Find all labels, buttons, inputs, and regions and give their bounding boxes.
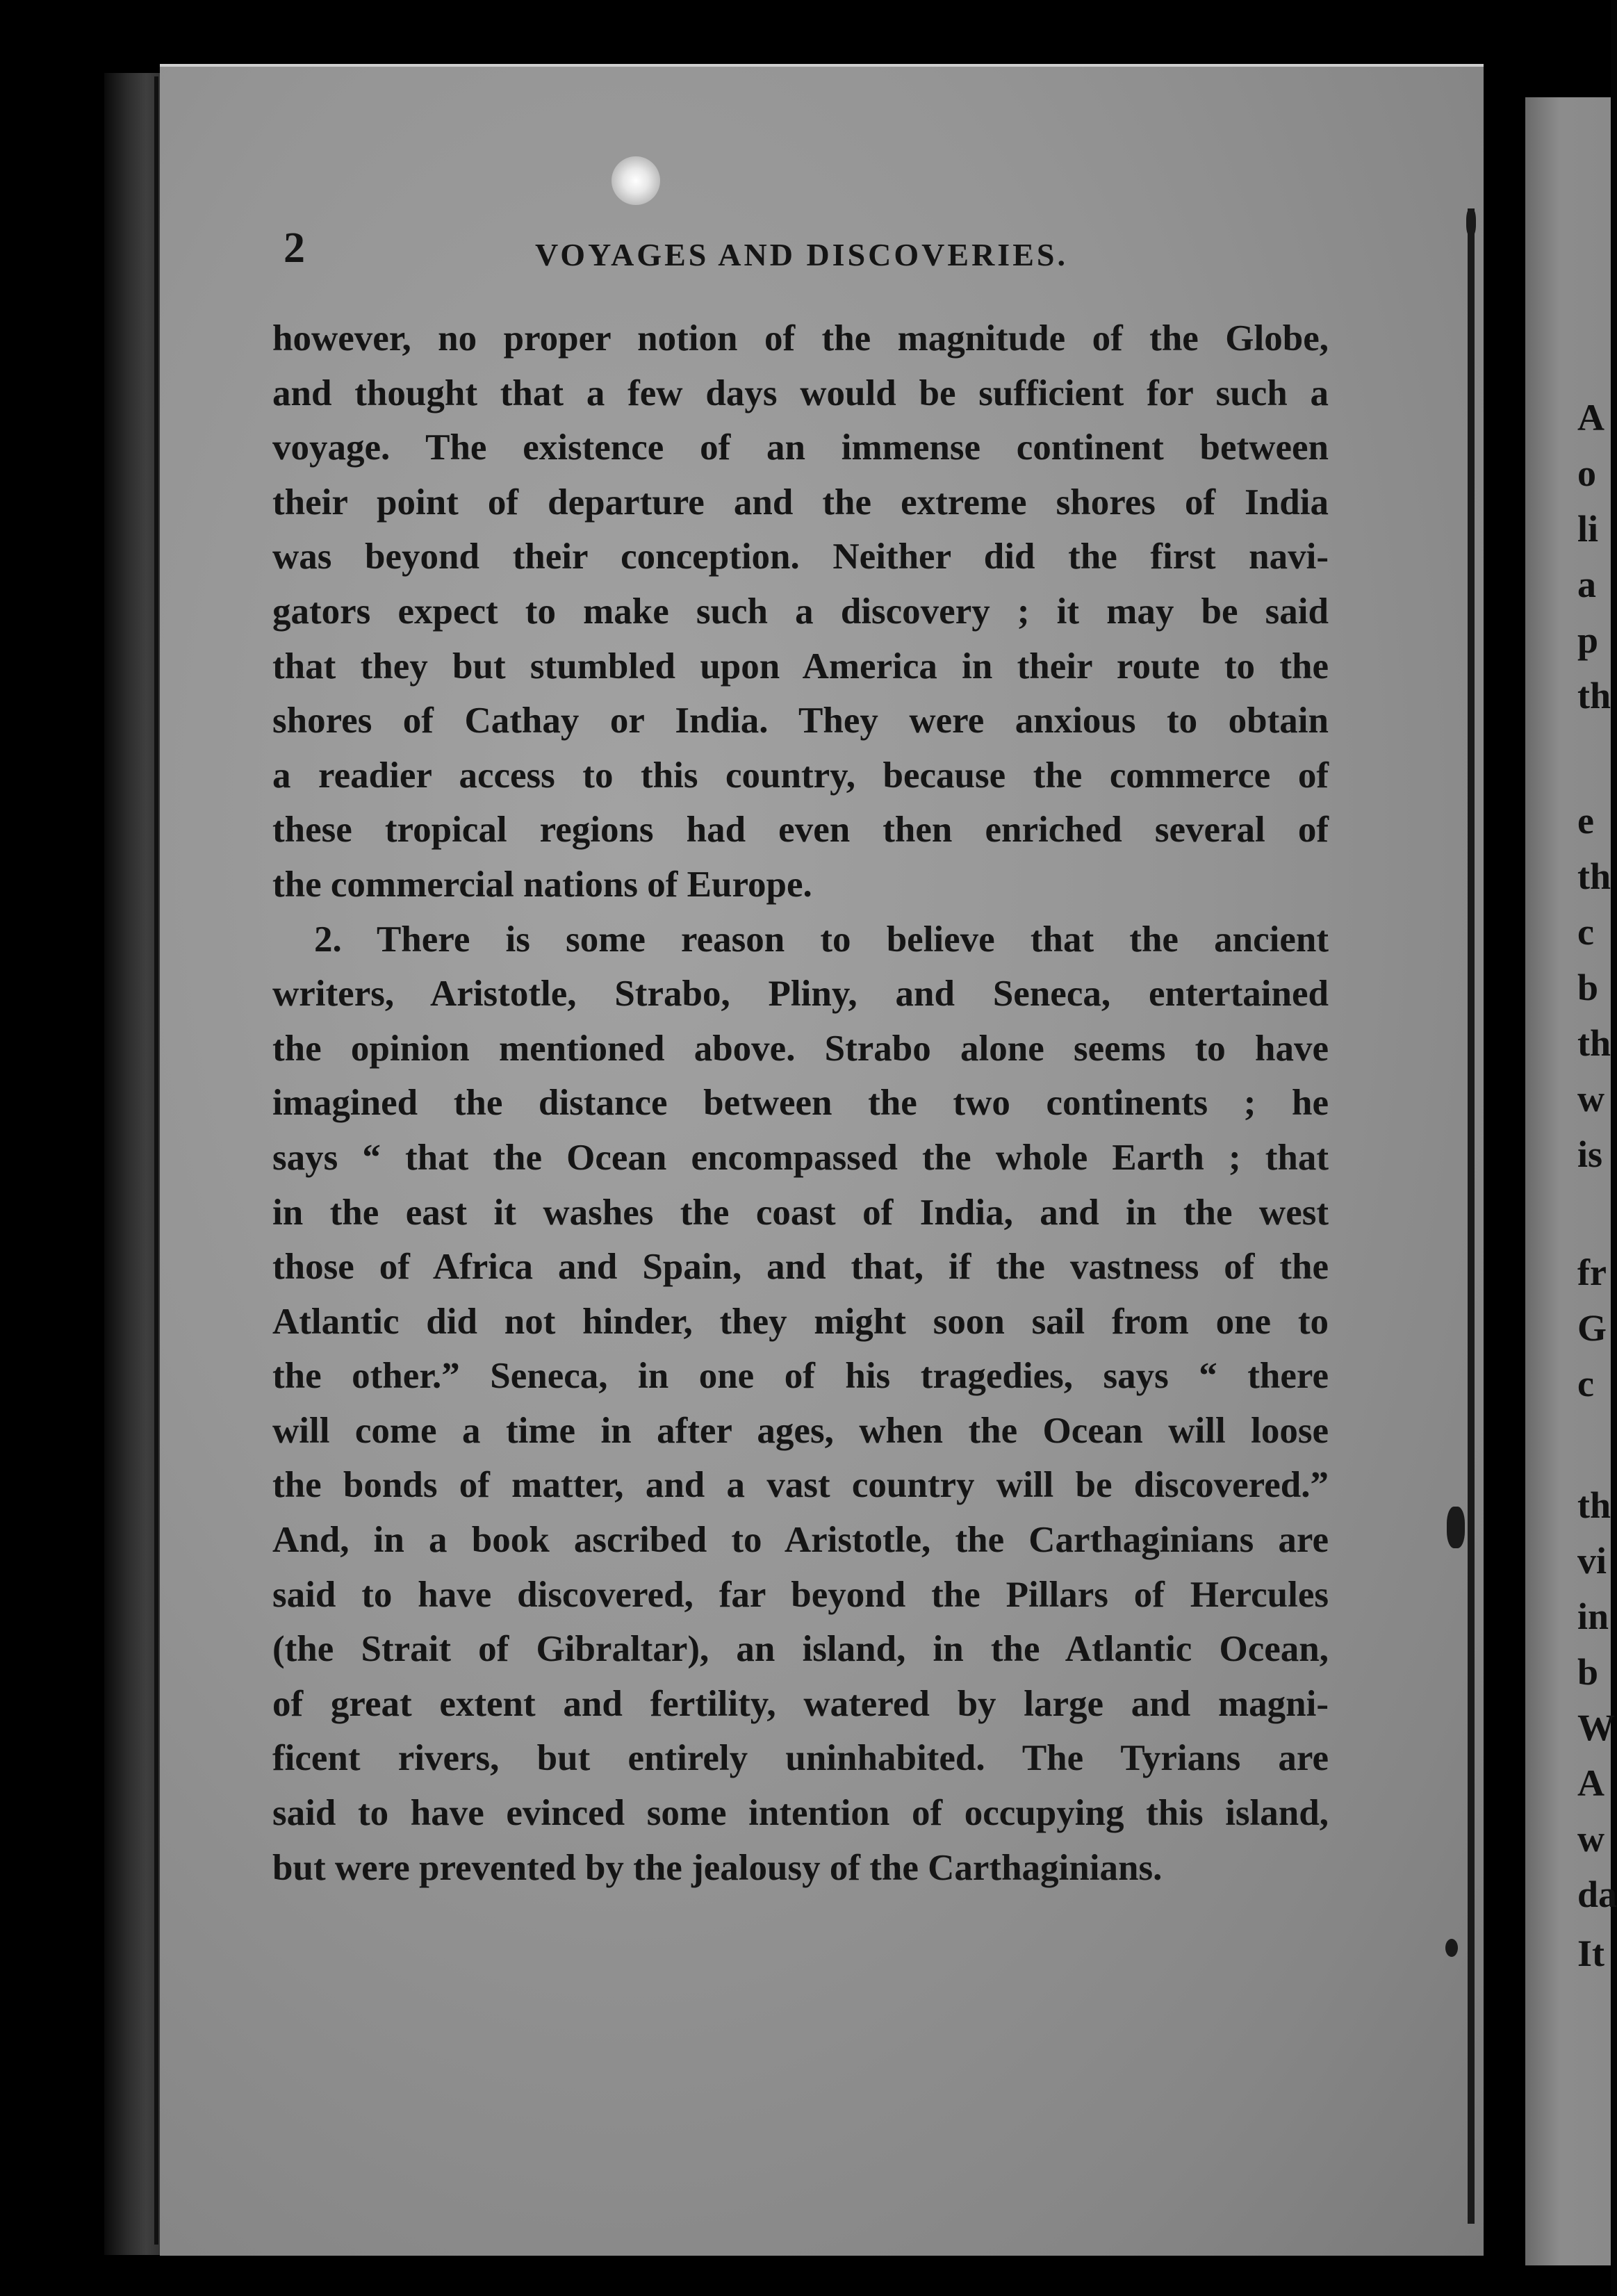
text-line: the other.” Seneca, in one of his tragedies, says “ there — [272, 1356, 1329, 1397]
text-line: (the Strait of Gibraltar), an island, in the Atlantic Ocean, — [272, 1629, 1329, 1670]
next-page-fragment: th — [1577, 855, 1611, 897]
next-page-fragment: W — [1577, 1707, 1615, 1748]
next-page-fragment: th — [1577, 675, 1611, 716]
ink-blemish — [1466, 208, 1476, 236]
next-page-fragment: vi — [1577, 1540, 1607, 1582]
ink-blemish — [1447, 1507, 1465, 1548]
text-line: the commercial nations of Europe. — [272, 864, 812, 905]
next-page-fragment: G — [1577, 1307, 1607, 1349]
text-line: said to have discovered, far beyond the Pillars of Hercules — [272, 1574, 1329, 1615]
next-page-fragment: w — [1577, 1078, 1604, 1120]
text-line: gators expect to make such a discovery ; it may be said — [272, 591, 1329, 632]
body-text — [272, 311, 1329, 1895]
text-line: said to have evinced some intention of occupying this island, — [272, 1793, 1329, 1834]
text-line: a readier access to this country, because the commerce of — [272, 755, 1329, 796]
text-line: says “ that the Ocean encompassed the whole Earth ; that — [272, 1137, 1329, 1178]
text-line: And, in a book ascribed to Aristotle, the Carthaginians are — [272, 1520, 1329, 1561]
text-line: but were prevented by the jealousy of the Carthaginians. — [272, 1847, 1163, 1888]
next-page-fragment: is — [1577, 1133, 1603, 1175]
next-page-fragment: A — [1577, 397, 1604, 438]
light-glare — [611, 156, 660, 205]
text-line: will come a time in after ages, when the Ocean will loose — [272, 1410, 1329, 1451]
text-line: those of Africa and Spain, and that, if the vastness of the — [272, 1247, 1329, 1288]
next-page-fragment: th — [1577, 1484, 1611, 1526]
text-line: however, no proper notion of the magnitude of the Globe, — [272, 318, 1329, 359]
text-line: in the east it washes the coast of India, and in the west — [272, 1192, 1329, 1233]
next-page-fragment: p — [1577, 619, 1599, 661]
next-page-fragment: e — [1577, 800, 1594, 842]
text-line: and thought that a few days would be sufficient for such a — [272, 372, 1329, 413]
next-page-fragment: a — [1577, 564, 1596, 605]
text-line: the opinion mentioned above. Strabo alone seems to have — [272, 1028, 1329, 1069]
page-gutter — [1484, 0, 1525, 2296]
text-line: these tropical regions had even then enriched several of — [272, 810, 1329, 851]
next-page-fragment: b — [1577, 1651, 1599, 1693]
next-page-fragment: o — [1577, 452, 1596, 494]
binding-shadow — [154, 76, 158, 2245]
next-page-fragment: in — [1577, 1596, 1609, 1637]
next-page-fragment: It — [1577, 1933, 1604, 1974]
page-number: 2 — [284, 224, 305, 272]
text-line: was beyond their conception. Neither did the first navi- — [272, 536, 1329, 577]
text-line: the bonds of matter, and a vast country will be discovered.” — [272, 1465, 1329, 1506]
next-page-fragment: fr — [1577, 1252, 1607, 1293]
text-line: voyage. The existence of an immense continent between — [272, 427, 1329, 468]
next-page-fragment: da — [1577, 1873, 1617, 1915]
running-head: VOYAGES AND DISCOVERIES. — [535, 237, 1068, 272]
text-line: 2. There is some reason to believe that the ancient — [314, 919, 1329, 960]
next-page-fragment: b — [1577, 967, 1599, 1008]
text-line: writers, Aristotle, Strabo, Pliny, and Seneca, entertained — [272, 974, 1329, 1015]
text-line: shores of Cathay or India. They were anxious to obtain — [272, 700, 1329, 741]
next-page-fragment: w — [1577, 1818, 1604, 1860]
text-line: imagined the distance between the two continents ; he — [272, 1083, 1329, 1124]
next-page-fragment: c — [1577, 1363, 1594, 1404]
text-line: of great extent and fertility, watered by large and magni- — [272, 1683, 1329, 1724]
ink-blemish — [1445, 1939, 1458, 1957]
text-line: that they but stumbled upon America in their route to the — [272, 646, 1329, 687]
next-page-fragment: li — [1577, 508, 1599, 550]
text-line: their point of departure and the extreme shores of India — [272, 482, 1329, 523]
next-page-fragment: th — [1577, 1022, 1611, 1064]
text-line: Atlantic did not hinder, they might soon sail from one to — [272, 1301, 1329, 1342]
page-edge-shadow — [1468, 208, 1475, 2224]
text-line: ficent rivers, but entirely uninhabited. The Tyrians are — [272, 1738, 1329, 1779]
next-page-fragment: c — [1577, 911, 1594, 953]
next-page-fragment: A — [1577, 1762, 1604, 1804]
